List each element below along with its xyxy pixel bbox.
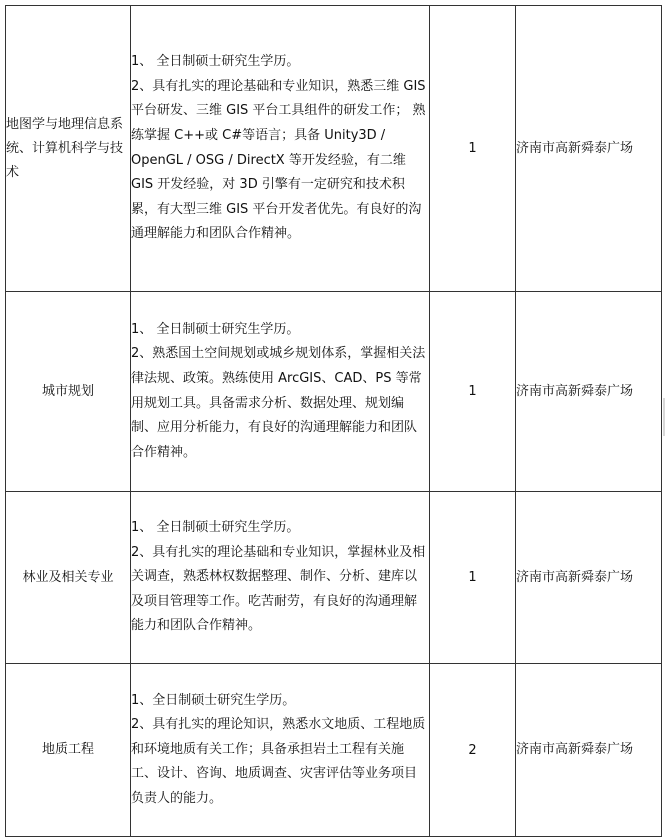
location-cell: 济南市高新舜泰广场 [516, 664, 662, 837]
requirement-line: 1、 全日制硕士研究生学历。 [131, 54, 300, 70]
major-cell: 城市规划 [6, 292, 131, 492]
requirement-line: 2、具有扎实的理论基础和专业知识，掌握林业及相关调查，熟悉林权数据整理、制作、分析、建库以及项目管理等工作。吃苦耐劳，有良好的沟通理解能力和团队合作精神。 [131, 544, 426, 634]
major-cell: 林业及相关专业 [6, 492, 131, 664]
requirement-line: 1、 全日制硕士研究生学历。 [131, 321, 300, 337]
headcount-cell: 1 [430, 492, 516, 664]
table-row [6, 292, 662, 492]
headcount-cell: 1 [430, 292, 516, 492]
requirements-cell [131, 6, 430, 292]
requirement-line: 1、 全日制硕士研究生学历。 [131, 520, 300, 536]
requirements-cell [131, 292, 430, 492]
job-table [5, 5, 662, 837]
requirement-line: 1、全日制硕士研究生学历。 [131, 692, 296, 708]
requirements-cell [131, 664, 430, 837]
table-row [6, 6, 662, 292]
major-cell: 地质工程 [6, 664, 131, 837]
location-cell: 济南市高新舜泰广场 [516, 6, 662, 292]
location-cell: 济南市高新舜泰广场 [516, 292, 662, 492]
table-row [6, 492, 662, 664]
location-cell: 济南市高新舜泰广场 [516, 492, 662, 664]
table-row [6, 664, 662, 837]
scrollbar-edge [663, 398, 665, 436]
requirement-line: 2、熟悉国土空间规划或城乡规划体系，掌握相关法律法规、政策。熟练使用 ArcGIS、CAD、PS 等常用规划工具。具备需求分析、数据处理、规划编制、应用分析能力，有良好的沟通理解能力和团队合作精神。 [131, 346, 426, 460]
headcount-cell: 1 [430, 6, 516, 292]
requirement-line: 2、具有扎实的理论基础和专业知识，熟悉三维 GIS 平台研发、三维 GIS 平台工具组件的研发工作； 熟练掌握 C++或 C#等语言；具备 Unity3D / OpenGL / OSG / DirectX 等开发经验，有二维 GIS 开发经验，对 3D 引擎有一定研究和技术积累，有大型三维 GIS 平台开发者优先。有良好的沟通理解能力和团队合作精神。 [131, 78, 426, 242]
headcount-cell: 2 [430, 664, 516, 837]
major-cell: 地图学与地理信息系统、计算机科学与技术 [6, 6, 131, 292]
requirements-cell [131, 492, 430, 664]
requirement-line: 2、具有扎实的理论知识，熟悉水文地质、工程地质和环境地质有关工作；具备承担岩土工程有关施工、设计、咨询、地质调查、灾害评估等业务项目负责人的能力。 [131, 717, 426, 806]
